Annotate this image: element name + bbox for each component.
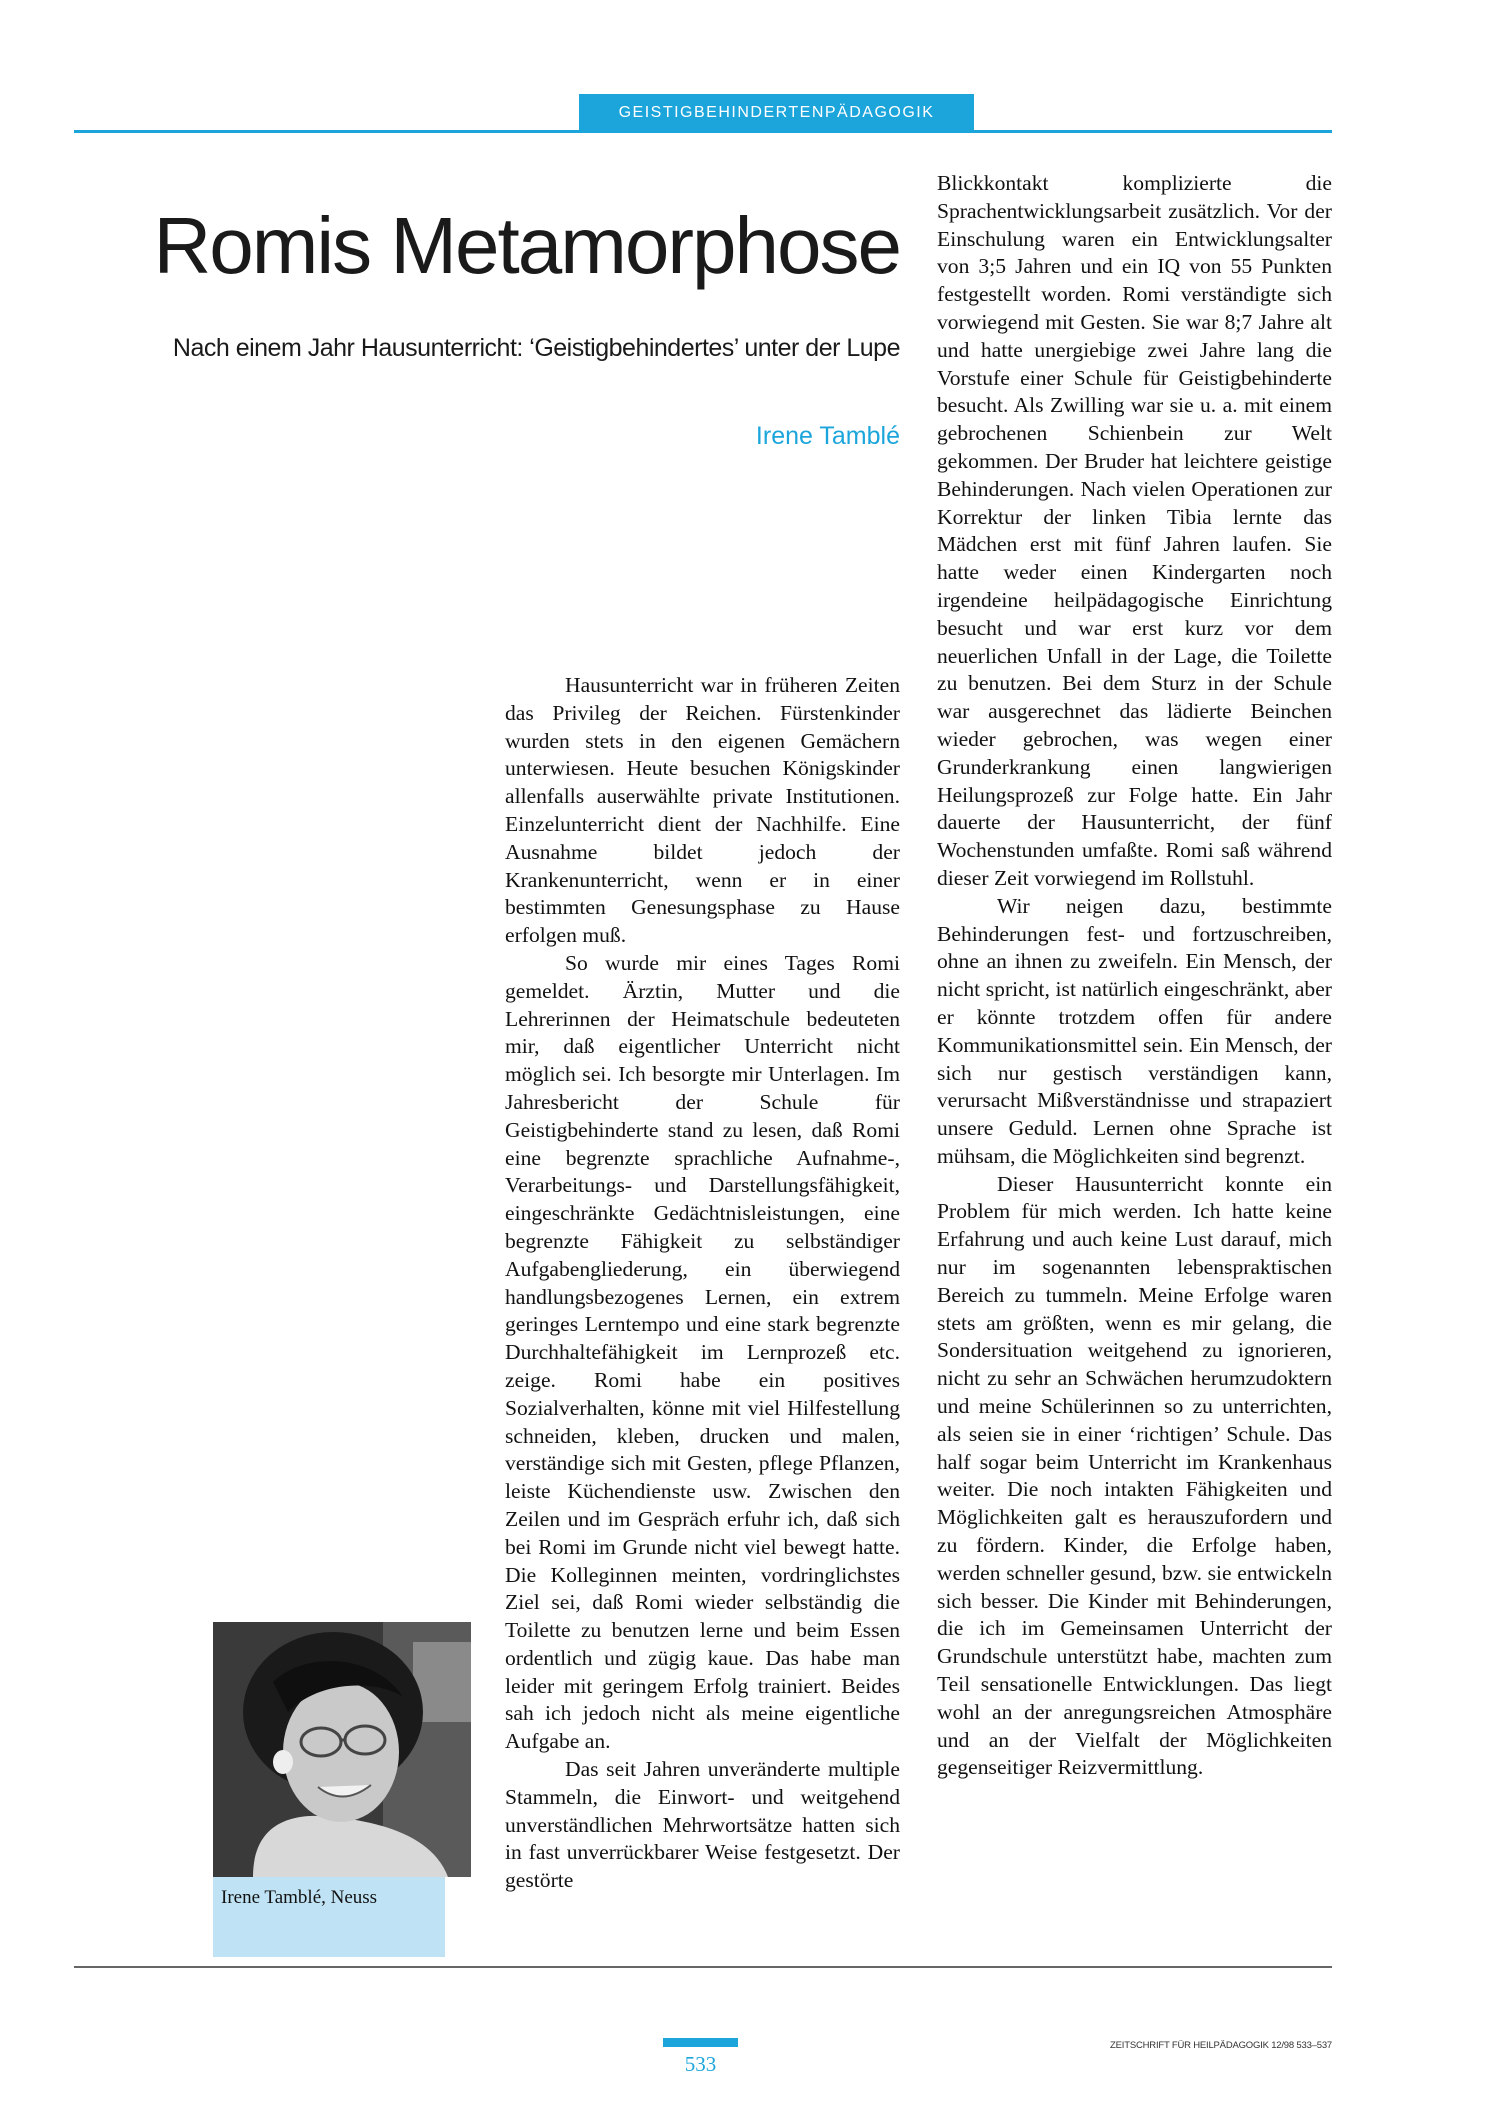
section-label: GEISTIGBEHINDERTENPÄDAGOGIK bbox=[579, 94, 974, 132]
page-number: 533 bbox=[684, 2052, 717, 2076]
paragraph: Das seit Jahren unveränderte multiple Stammeln, die Einwort- und weitgehend unverständlichen Mehrwortsätze hatten sich in fast unverrückbarer Weise festgesetzt. Der gestörte bbox=[505, 1757, 900, 1893]
author-photo-box bbox=[213, 1622, 471, 1957]
page-number-bar bbox=[663, 2038, 738, 2047]
journal-reference: ZEITSCHRIFT FÜR HEILPÄDAGOGIK 12/98 533–537 bbox=[1110, 2040, 1332, 2051]
section-header bbox=[74, 94, 1332, 134]
photo-caption: Irene Tamblé, Neuss bbox=[213, 1877, 445, 1957]
article-subtitle: Nach einem Jahr Hausunterricht: ‘Geistigbehindertes’ unter der Lupe bbox=[172, 334, 900, 362]
author-portrait-image bbox=[213, 1622, 471, 1877]
paragraph: Blickkontakt komplizierte die Sprachentwicklungsarbeit zusätzlich. Vor der Einschulung waren ein Entwicklungsalter von 3;5 Jahren und ein IQ von 55 Punkten festgestellt worden. Romi verständigte sich vorwiegend mit Gesten. Sie war 8;7 Jahre alt und hatte unergiebige zwei Jahre lang die Vorstufe einer Schule für Geistigbehinderte besucht. Als Zwilling war sie u. a. mit einem gebrochenen Schienbein zur Welt gekommen. Der Bruder hat leichtere geistige Behinderungen. Nach vielen Operationen zur Korrektur der linken Tibia lernte das Mädchen erst mit fünf Jahren laufen. Sie hatte weder einen Kindergarten noch irgendeine heilpädagogische Einrichtung besucht und war erst kurz vor dem neuerlichen Unfall in der Lage, die Toilette zu benutzen. Bei dem Sturz in der Schule war ausgerechnet das lädierte Beinchen wieder gebrochen, was wegen einer Grunderkrankung einen langwierigen Heilungsprozeß zur Folge hatte. Ein Jahr dauerte der Hausunterricht, der fünf Wochenstunden umfaßte. Romi saß während dieser Zeit vorwiegend im Rollstuhl. bbox=[937, 171, 1332, 890]
paragraph: Hausunterricht war in früheren Zeiten das Privileg der Reichen. Fürstenkinder wurden stets in den eigenen Gemächern unterwiesen. Heute besuchen Königskinder allenfalls auserwählte private Institutionen. Einzelunterricht dient der Nachhilfe. Eine Ausnahme bildet jedoch der Krankenunterricht, wenn er in einer bestimmten Genesungsphase zu Hause erfolgen muß. bbox=[505, 673, 900, 948]
paragraph: Wir neigen dazu, bestimmte Behinderungen fest- und fortzuschreiben, ohne an ihnen zu zweifeln. Ein Mensch, der nicht spricht, ist natürlich eingeschränkt, aber er könnte trotzdem offen für andere Kommunikationsmittel sein. Ein Mensch, der sich nur gestisch verständigen kann, verursacht Mißverständnisse und strapaziert unsere Geduld. Lernen ohne Sprache ist mühsam, die Möglichkeiten sind begrenzt. bbox=[937, 893, 1332, 1168]
footer-rule bbox=[74, 1966, 1332, 1968]
article-author: Irene Tamblé bbox=[755, 422, 900, 450]
paragraph: So wurde mir eines Tages Romi gemeldet. Ärztin, Mutter und die Lehrerinnen der Heimatschule bedeuteten mir, daß eigentlicher Unterricht nicht möglich sei. Ich besorgte mir Unterlagen. Im Jahresbericht der Schule für Geistigbehinderte stand zu lesen, daß Romi eine begrenzte sprachliche Aufnahme-, Verarbeitungs- und Darstellungsfähigkeit, eingeschränkte Gedächtnisleistungen, eine begrenzte Fähigkeit zu selbständiger Aufgabengliederung, ein überwiegend handlungsbezogenes Lernen, ein extrem geringes Lerntempo und eine stark begrenzte Durchhaltefähigkeit im Lernprozeß etc. zeige. Romi habe ein positives Sozialverhalten, könne mit viel Hilfestellung schneiden, kleben, drucken und malen, verständige sich mit Gesten, pflege Pflanzen, leiste Küchendienste usw. Zwischen den Zeilen und im Gespräch erfuhr ich, daß sich bei Romi im Grunde nicht viel bewegt hatte. Die Kolleginnen meinten, vordringlichstes Ziel sei, daß Romi wieder selbständig die Toilette zu benutzen lerne und beim Essen ordentlich und zügig kaue. Das habe man leider mit geringem Erfolg trainiert. Beides sah ich jedoch nicht als meine eigentliche Aufgabe an. bbox=[505, 950, 900, 1754]
paragraph: Dieser Hausunterricht konnte ein Problem für mich werden. Ich hatte keine Erfahrung und auch keine Lust darauf, mich nur im sogenannten lebenspraktischen Bereich zu tummeln. Meine Erfolge waren stets am größten, wenn es mir gelang, die Sondersituation weitgehend zu ignorieren, nicht zu sehr an Schwächen herumzudoktern und meine Schülerinnen so zu unterrichten, als seien sie in einer ‘richtigen’ Schule. Das half sogar beim Unterricht im Krankenhaus weiter. Die noch intakten Fähigkeiten und Möglichkeiten galt es herauszufordern und zu fördern. Kinder, die Erfolge haben, werden schneller gesund, bzw. sie entwickeln sich besser. Die Kinder mit Behinderungen, die ich im Gemeinsamen Unterricht der Grundschule unterstützt habe, machten zum Teil sensationelle Entwicklungen. Das liegt wohl an der anregungsreichen Atmosphäre und an der Vielfalt der Möglichkeiten gegenseitiger Reizvermittlung. bbox=[937, 1171, 1332, 1780]
body-column-right bbox=[937, 170, 1332, 1782]
article-title: Romis Metamorphose bbox=[153, 201, 900, 290]
author-photo bbox=[213, 1622, 471, 1877]
body-column-middle bbox=[505, 672, 900, 1895]
